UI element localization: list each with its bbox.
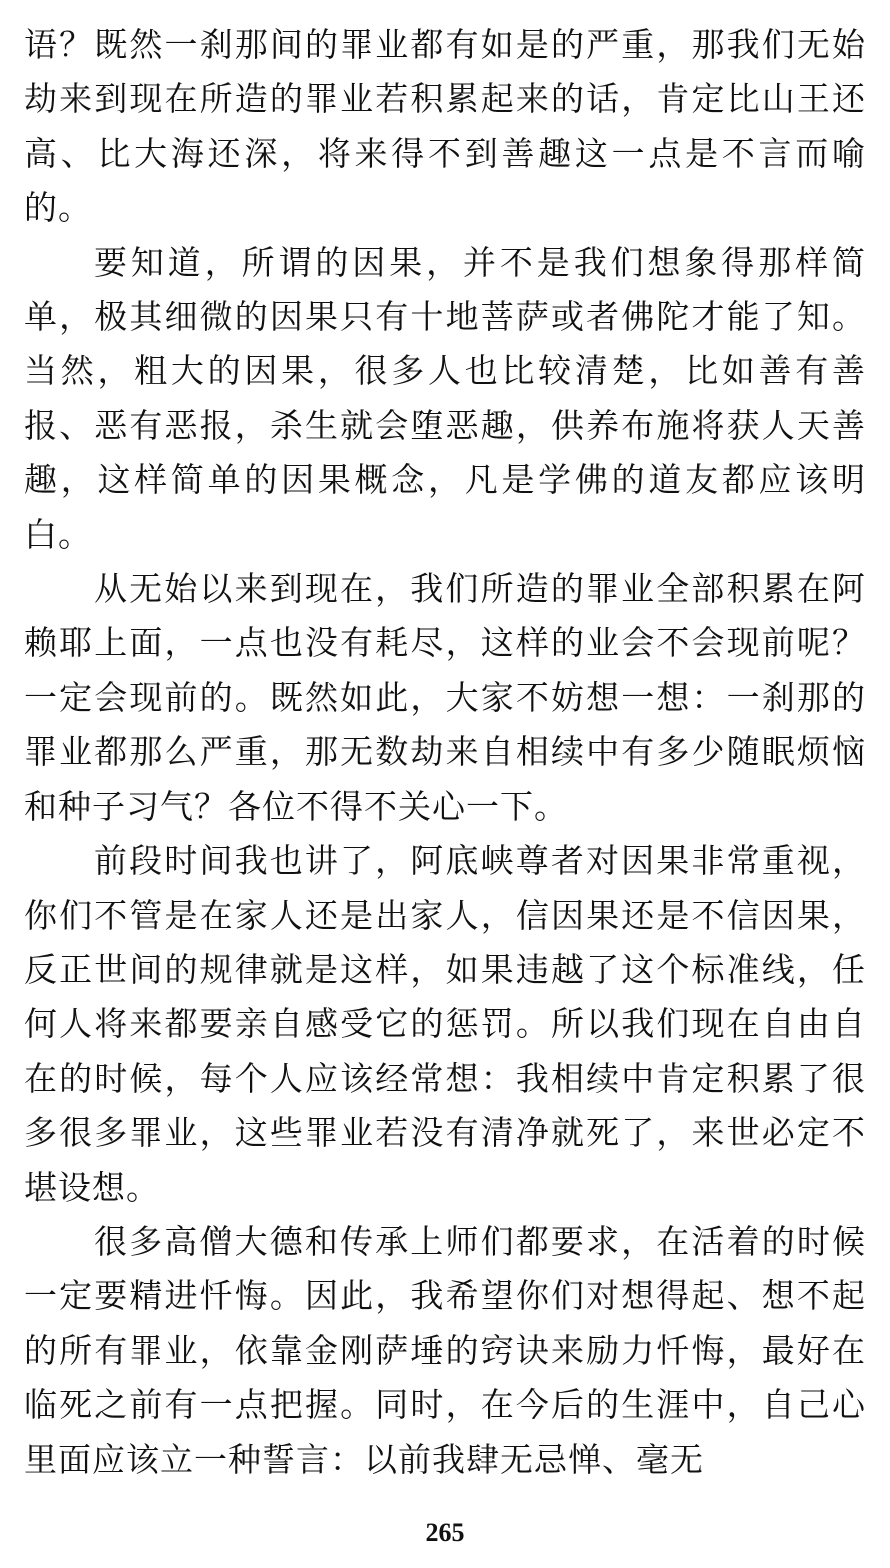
- paragraph-2: 要知道，所谓的因果，并不是我们想象得那样简单，极其细微的因果只有十地菩萨或者佛陀才能了知。当然，粗大的因果，很多人也比较清楚，比如善有善报、恶有恶报，杀生就会堕恶趣，供养布施将获人天善趣，这样简单的因果概念，凡是学佛的道友都应该明白。: [24, 242, 866, 554]
- paragraph-1: 语？既然一刹那间的罪业都有如是的严重，那我们无始劫来到现在所造的罪业若积累起来的话，肯定比山王还高、比大海还深，将来得不到善趣这一点是不言而喻的。: [24, 25, 866, 228]
- paragraph-4: 前段时间我也讲了，阿底峡尊者对因果非常重视，你们不管是在家人还是出家人，信因果还是不信因果，反正世间的规律就是这样，如果违越了这个标准线，任何人将来都要亲自感受它的惩罚。所以我们现在自由自在的时候，每个人应该经常想：我相续中肯定积累了很多很多罪业，这些罪业若没有清净就死了，来世必定不堪设想。: [24, 841, 866, 1207]
- page-number: 265: [425, 1518, 465, 1547]
- paragraph-3: 从无始以来到现在，我们所造的罪业全部积累在阿赖耶上面，一点也没有耗尽，这样的业会不会现前呢？一定会现前的。既然如此，大家不妨想一想：一刹那的罪业都那么严重，那无数劫来自相续中有多少随眠烦恼和种子习气？各位不得不关心一下。: [24, 569, 866, 826]
- page-body: [24, 18, 866, 1487]
- paragraph-5: 很多高僧大德和传承上师们都要求，在活着的时候一定要精进忏悔。因此，我希望你们对想得起、想不起的所有罪业，依靠金刚萨埵的窍诀来励力忏悔，最好在临死之前有一点把握。同时，在今后的生涯中，自己心里面应该立一种誓言：以前我肆无忌惮、毫无: [24, 1221, 866, 1479]
